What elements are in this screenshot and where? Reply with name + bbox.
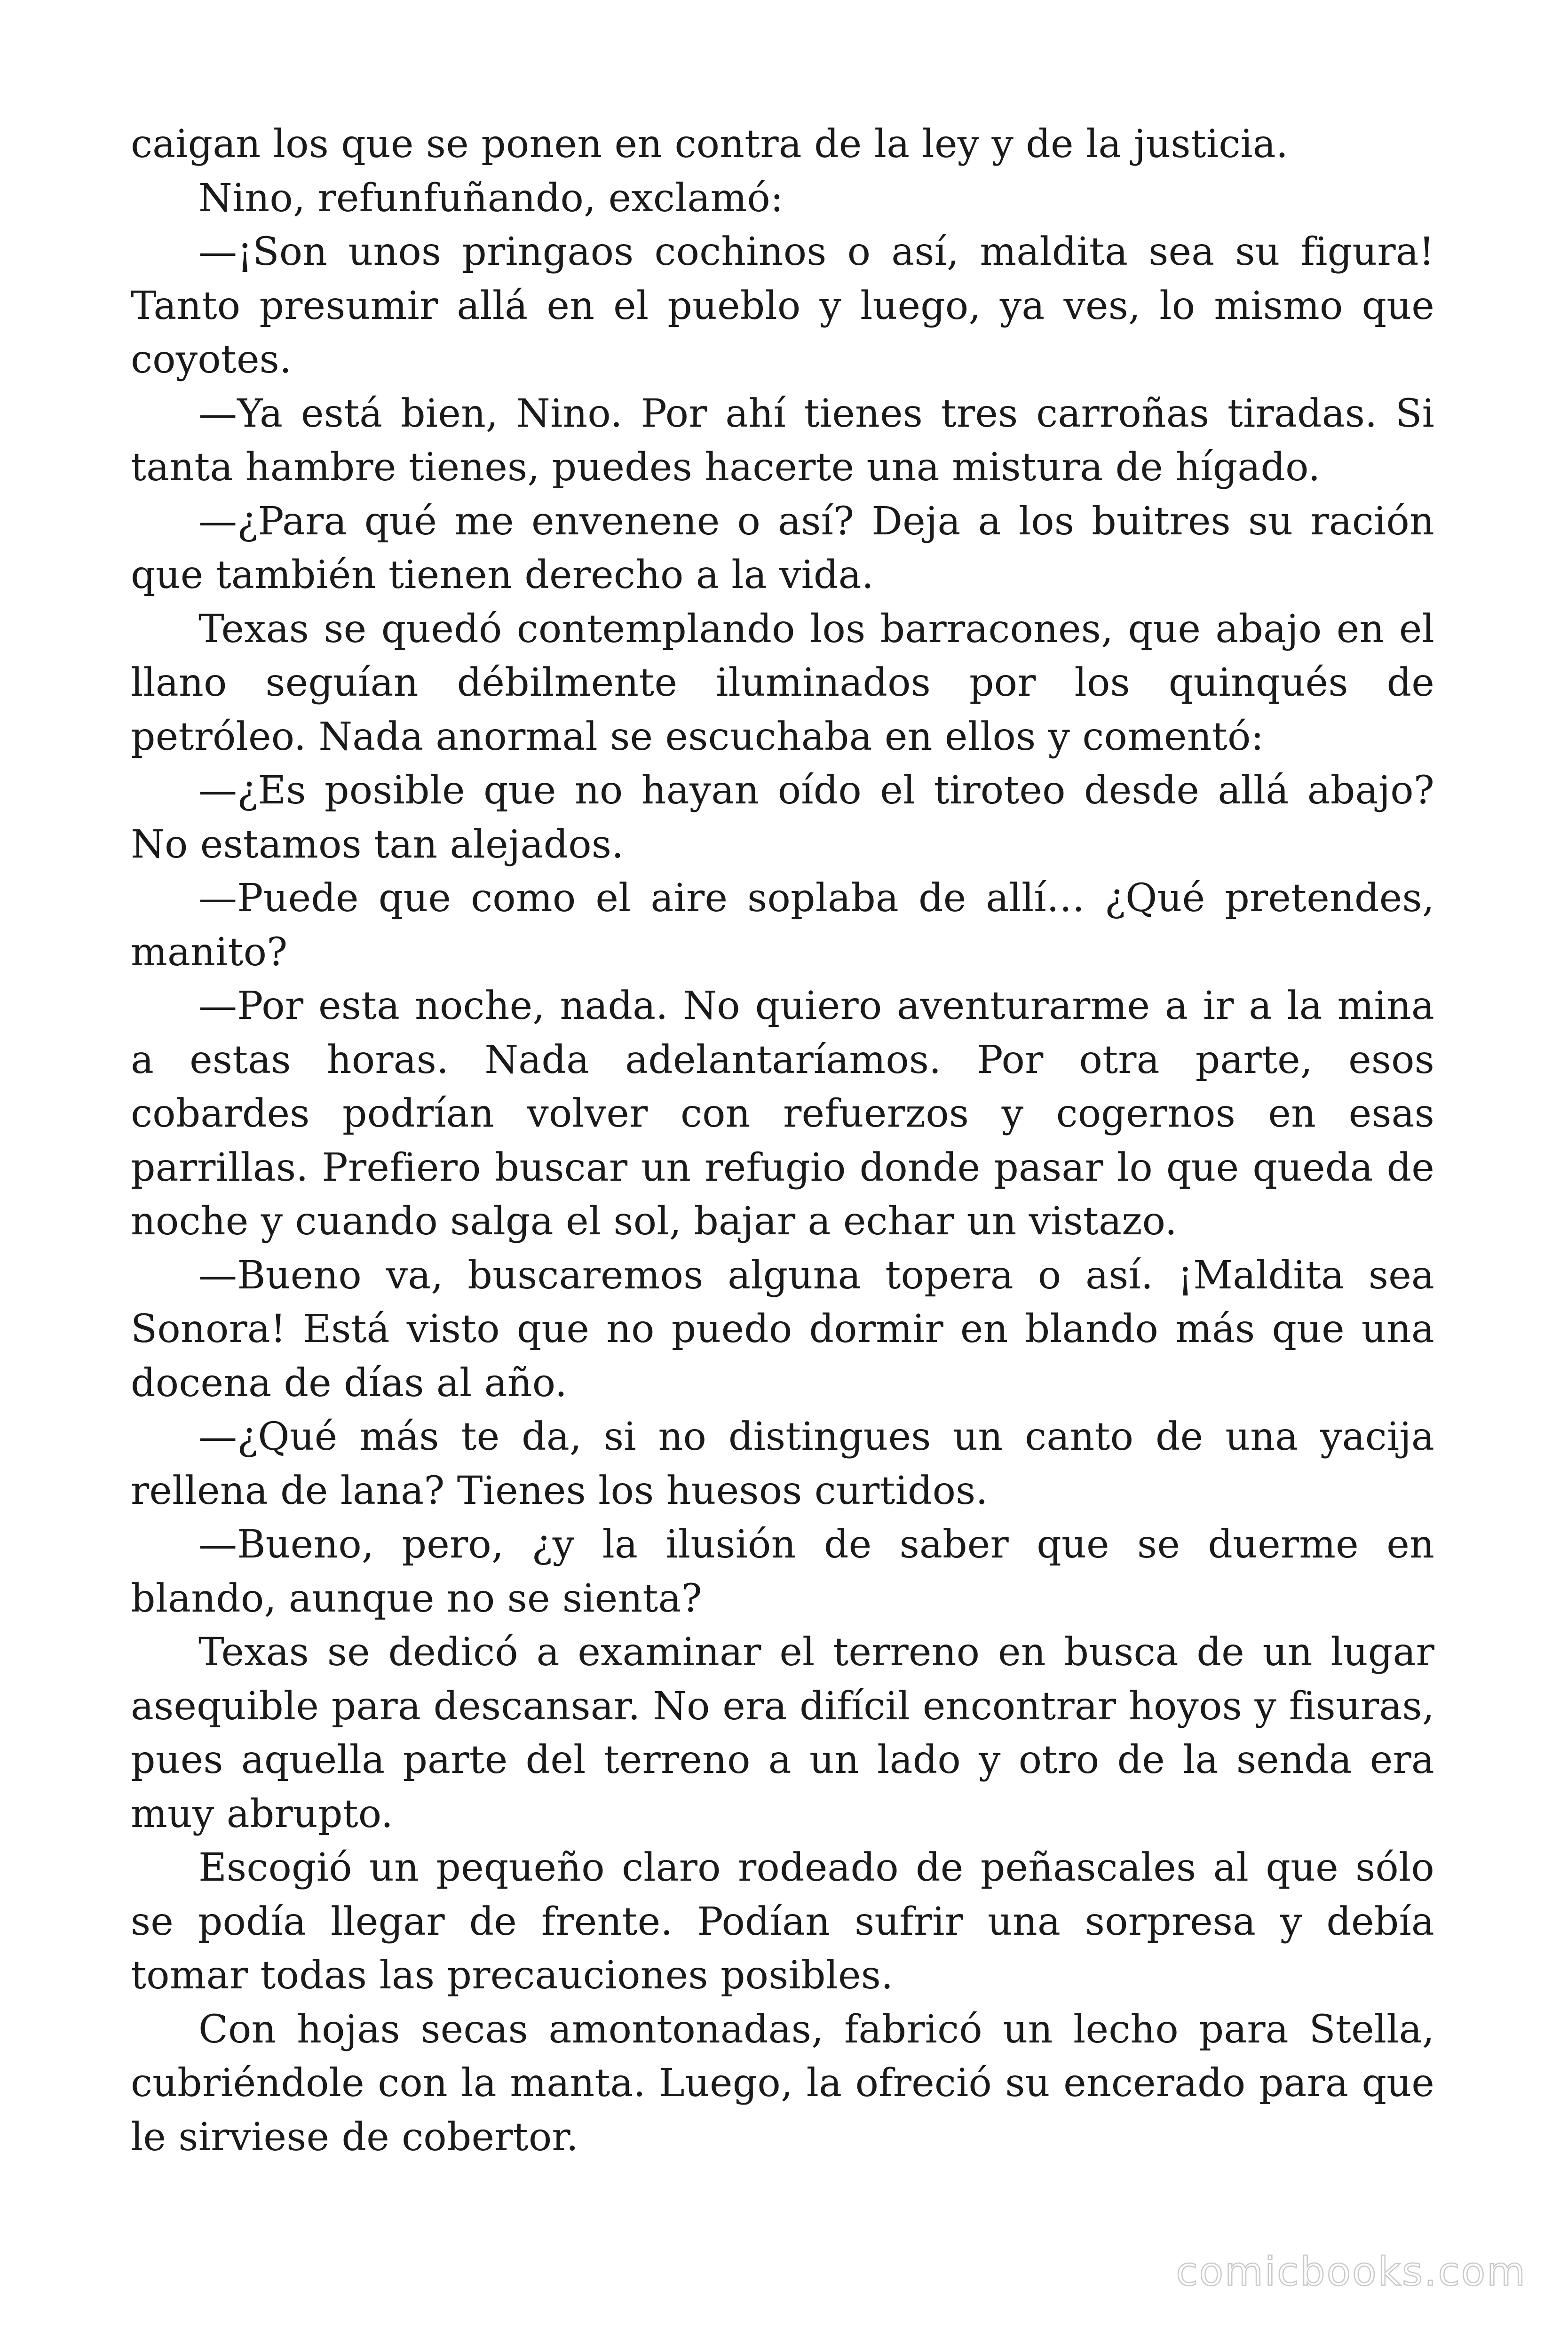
paragraph: —Por esta noche, nada. No quiero aventurarme a ir a la mina a estas horas. Nada adelantaríamos. Por otra parte, esos cobardes podrían volver con refuerzos y cogernos en esas parrillas. Prefiero buscar un refugio donde pasar lo que queda de noche y cuando salga el sol, bajar a echar un vistazo. [131,984,1434,1244]
paragraph: —¿Es posible que no hayan oído el tiroteo desde allá abajo? No estamos tan alejados. [131,768,1434,867]
paragraph: —¡Son unos pringaos cochinos o así, maldita sea su figura! Tanto presumir allá en el pueblo y luego, ya ves, lo mismo que coyotes. [131,230,1434,382]
paragraph: Texas se quedó contemplando los barracones, que abajo en el llano seguían débilmente iluminados por los quinqués de petróleo. Nada anormal se escuchaba en ellos y comentó: [131,606,1434,759]
paragraph: —Bueno, pero, ¿y la ilusión de saber que se duerme en blando, aunque no se sienta? [131,1522,1434,1621]
paragraph: —Bueno va, buscaremos alguna topera o así. ¡Maldita sea Sonora! Está visto que no puedo dormir en blando más que una docena de días al año. [131,1253,1434,1406]
paragraph: —¿Para qué me envenene o así? Deja a los buitres su ración que también tienen derecho a la vida. [131,499,1434,597]
watermark: comicbooks.com [1176,2249,1527,2295]
paragraph: —Puede que como el aire soplaba de allí… ¿Qué pretendes, manito? [131,876,1434,975]
paragraph: Con hojas secas amontonadas, fabricó un lecho para Stella, cubriéndole con la manta. Luego, la ofreció su encerado para que le sirviese de cobertor. [131,2007,1434,2160]
paragraph: caigan los que se ponen en contra de la ley y de la justicia. [131,122,1289,167]
paragraph: Escogió un pequeño claro rodeado de peñascales al que sólo se podía llegar de frente. Podían sufrir una sorpresa y debía tomar todas las precauciones posibles. [131,1845,1434,1998]
paragraph: —Ya está bien, Nino. Por ahí tienes tres carroñas tiradas. Si tanta hambre tienes, puedes hacerte una mistura de hígado. [131,391,1434,490]
paragraph: Texas se dedicó a examinar el terreno en busca de un lugar asequible para descansar. No era difícil encontrar hoyos y fisuras, pues aquella parte del terreno a un lado y otro de la senda era muy abrupto. [131,1630,1434,1836]
paragraph: —¿Qué más te da, si no distingues un canto de una yacija rellena de lana? Tienes los huesos curtidos. [131,1414,1434,1513]
page-body-text [131,118,1434,2164]
paragraph: Nino, refunfuñando, exclamó: [198,175,784,221]
